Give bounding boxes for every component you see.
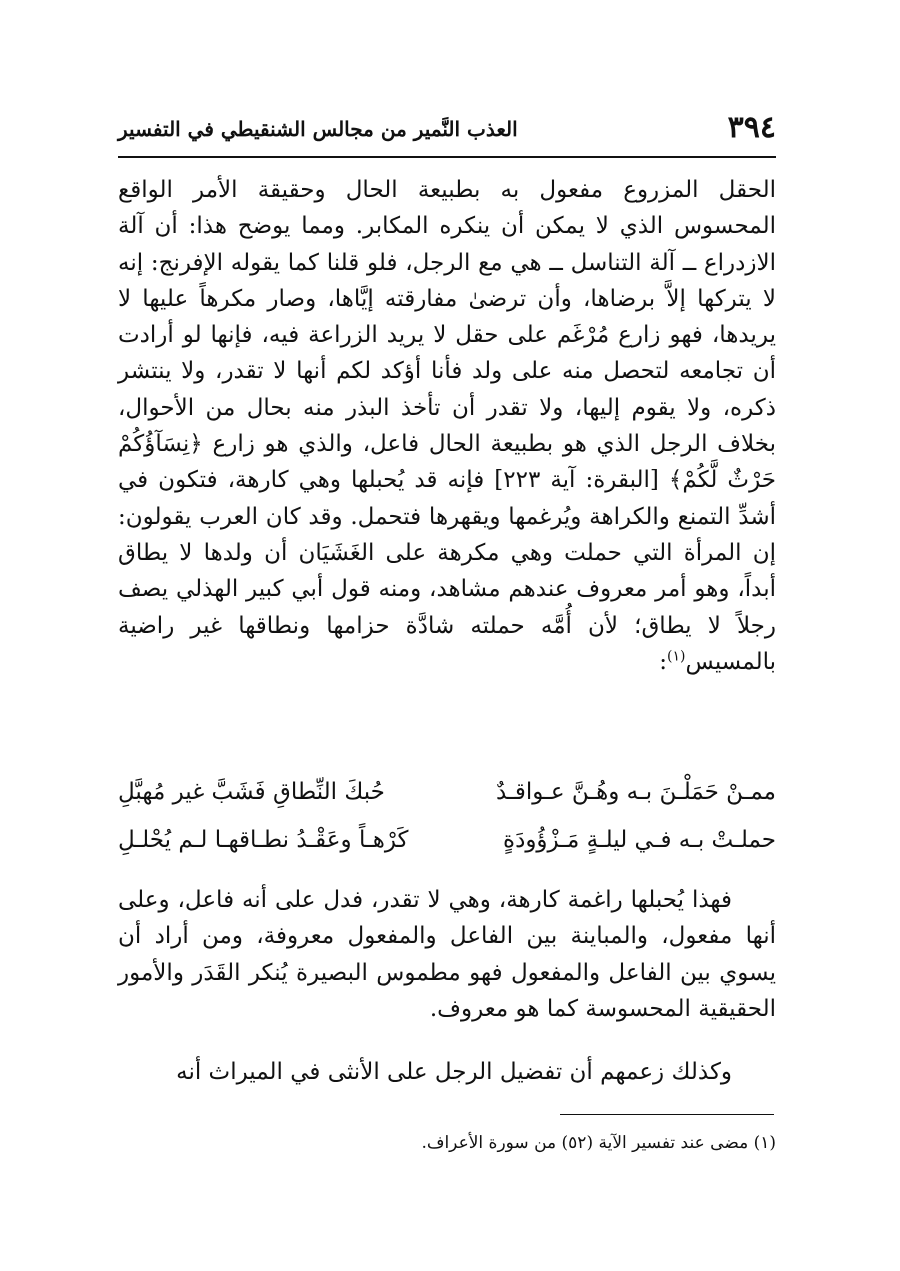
footnote-number: (١)	[753, 1133, 776, 1153]
poem	[118, 770, 776, 866]
paragraph-1	[118, 172, 776, 680]
paragraph-2-text: فهذا يُحبلها راغمة كارهة، وهي لا تقدر، فدل على أنه فاعل، وعلى أنها مفعول، والمباينة بين الفاعل والمفعول معروفة، ومن أراد أن يسوي بين الفاعل والمفعول فهو مطموس البصيرة يُنكر القَدَر والأمور الحقيقية المحسوسة كما هو معروف.	[118, 887, 776, 1022]
poem-verse	[118, 818, 776, 866]
footnote-marker: (١)	[667, 648, 686, 665]
verse-2-second-hemistich: كَرْهـاً وعَقْـدُ نطـاقهـا لـم يُحْلـلِ	[118, 827, 409, 853]
paragraph-3-text: وكذلك زعمهم أن تفضيل الرجل على الأنثى في الميراث أنه	[176, 1059, 732, 1085]
paragraph-2	[118, 882, 776, 1027]
poem-verse	[118, 770, 776, 818]
footnote-rule	[560, 1114, 774, 1115]
footnote	[118, 1128, 776, 1158]
footnote-text: مضى عند تفسير الآية (٥٢) من سورة الأعراف.	[421, 1133, 749, 1153]
page-header	[118, 108, 776, 152]
verse-1-second-hemistich: حُبكَ النِّطاقِ فَشَبَّ غير مُهبَّلِ	[118, 779, 385, 805]
paragraph-1-text-a: الحقل المزروع مفعول به بطبيعة الحال وحقيقة الأمر الواقع المحسوس الذي لا يمكن أن ينكره المكابر. ومما يوضح هذا: أن آلة الازدراع ــ آلة التناسل ــ هي مع الرجل، فلو قلنا كما يقوله الإفرنج: إنه لا يتركها إلاَّ برضاها، وأن ترضىٰ مفارقته إيَّاها، وصار مكرهاً عليها لا يريدها، فهو زارع مُرْغَم على حقل لا يريد الزراعة فيه، فإنها لو أرادت أن تجامعه لتحصل منه على ولد فأنا أؤكد لكم أنها لا تقدر، ولا ينتشر ذكره، ولا يقوم إليها، ولا تقدر أن تأخذ البذر منه بحال من الأحوال، بخلاف الرجل الذي هو بطبيعة الحال فاعل، والذي هو زارع	[118, 177, 776, 458]
header-rule	[118, 156, 776, 158]
running-title: العذب النَّمير من مجالس الشنقيطي في التفسير	[118, 117, 518, 141]
paragraph-1-end: :	[659, 648, 668, 675]
paragraph-1-text-b: فإنه قد يُحبلها وهي كارهة، فتكون في أشدِّ التمنع والكراهة ويُرغمها ويقهرها فتحمل. وقد كان العرب يقولون: إن المرأة التي حملت وهي مكرهة على الغَشَيَان أن ولدها لا يطاق أبداً، وهو أمر معروف عندهم مشاهد، ومنه قول أبي كبير الهذلي يصف رجلاً لا يطاق؛ لأن أُمَّه حملته شادَّة حزامها ونطاقها غير راضية بالمسيس	[118, 467, 776, 675]
paragraph-3	[118, 1054, 776, 1090]
quran-verse: ﴿نِسَآؤُكُمْ حَرْثٌ لَّكُمْ﴾	[118, 431, 776, 494]
verse-2-first-hemistich: حملـتْ بـه فـي ليلـةٍ مَـزْؤُودَةٍ	[503, 827, 776, 853]
verse-1-first-hemistich: ممـنْ حَمَلْـنَ بـه وهُـنَّ عـواقـدٌ	[496, 779, 776, 805]
page-number: ٣٩٤	[727, 110, 776, 145]
quran-reference: [البقرة: آية ٢٢٣]	[494, 467, 659, 494]
